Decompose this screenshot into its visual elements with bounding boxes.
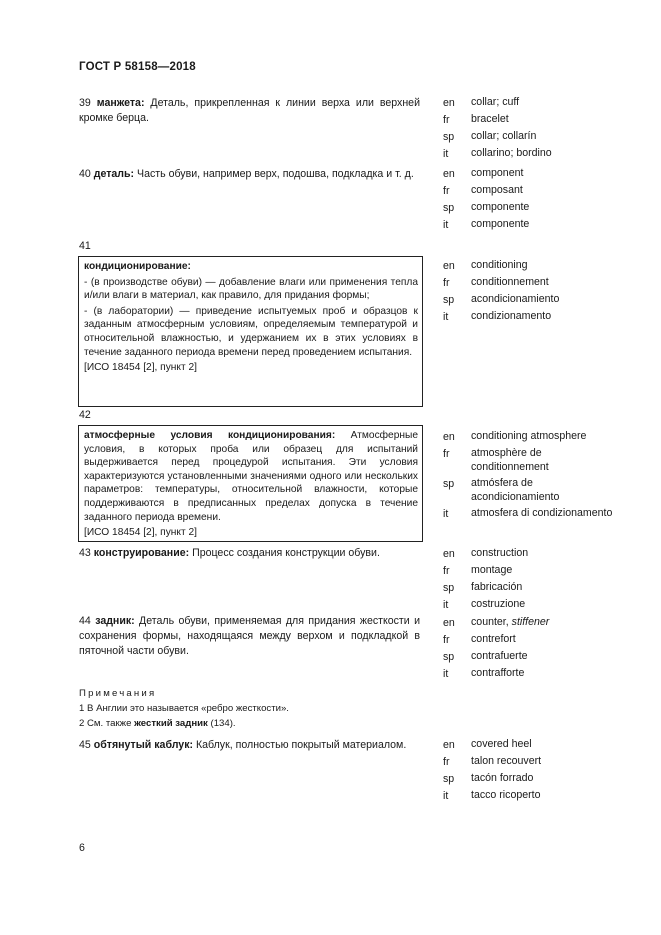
entry-42-box bbox=[78, 425, 423, 542]
entry-41-box bbox=[78, 256, 423, 407]
document-header: ГОСТ Р 58158—2018 bbox=[79, 61, 196, 73]
entry-42-number: 42 bbox=[79, 409, 91, 421]
entry-41-term: кондиционирование: bbox=[84, 261, 191, 272]
entry-44-definition: 44 задник: Деталь обуви, применяемая для придания жесткости и сохранения формы, находящаяся между верхом и подкладкой в пяточной части обуви. bbox=[79, 615, 420, 658]
entry-41-source: [ИСО 18454 [2], пункт 2] bbox=[84, 362, 197, 374]
entry-42-term: атмосферные условия кондиционирования: bbox=[84, 430, 336, 441]
notes-title: Примечания bbox=[79, 688, 157, 699]
entry-40-definition: 40 деталь: Часть обуви, например верх, подошва, подкладка и т. д. bbox=[79, 168, 414, 180]
entry-45-definition: 45 обтянутый каблук: Каблук, полностью покрытый материалом. bbox=[79, 739, 407, 751]
entry-42-source: [ИСО 18454 [2], пункт 2] bbox=[84, 527, 197, 539]
entry-43-definition: 43 конструирование: Процесс создания конструкции обуви. bbox=[79, 547, 380, 559]
page-number: 6 bbox=[79, 842, 85, 854]
note-2: 2 См. также жесткий задник (134). bbox=[79, 718, 236, 729]
note-1: 1 В Англии это называется «ребро жесткости». bbox=[79, 703, 289, 714]
entry-41-paragraph-2: - (в лаборатории) — приведение испытуемых проб и образцов к заданным атмосферным условиям, определяемым температурой и относительной влажностью, и удержанием их в этих условиях в течение заданного периода времени перед проведением испытания. bbox=[84, 305, 418, 358]
entry-39-definition: 39 манжета: Деталь, прикрепленная к линии верха или верхней кромке берца. bbox=[79, 97, 420, 125]
entry-42-text: Атмосферные условия, в которых проба или образец для испытаний выдерживается перед процедурой испытания. Эти условия характеризуются установленными значениями одного или нескольких параметров: температуры, относительной влажности, которые поддерживаются в предписанных пределах допуска в течение заданного периода времени. bbox=[84, 430, 418, 523]
entry-41-number: 41 bbox=[79, 240, 91, 252]
entry-41-paragraph-1: - (в производстве обуви) — добавление влаги или применения тепла и/или влаги в материал, как правило, для придания формы; bbox=[84, 276, 418, 302]
